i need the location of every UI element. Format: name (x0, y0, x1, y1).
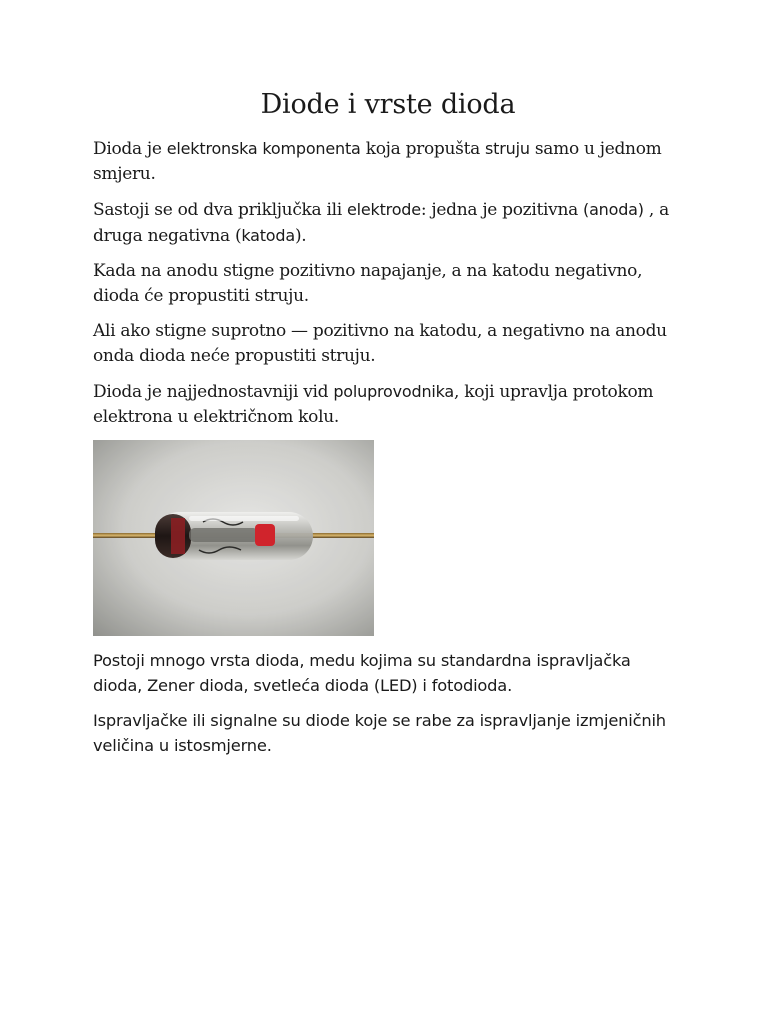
term-zener-diode: Zener dioda (147, 676, 244, 695)
text-run: : jedna je pozitivna (420, 200, 584, 220)
text-run: ). (294, 226, 307, 246)
term-cathode: katoda (241, 226, 295, 245)
term-semiconductor: poluprovodnika (333, 382, 455, 401)
text-run: . (507, 676, 513, 695)
term-current: struju (485, 139, 530, 158)
diode-photo (93, 440, 374, 636)
term-electronic-component: elektronska komponenta (166, 139, 361, 158)
document-page (93, 88, 683, 768)
paragraph-definition (93, 136, 683, 187)
text-run: , (243, 676, 254, 695)
term-led: svetleća dioda (253, 676, 369, 695)
text-run: , (137, 676, 148, 695)
text-run: Sastoji se od dva priključka ili (93, 200, 347, 220)
paragraph-forward-bias: Kada na anodu stigne pozitivno napajanje, a na katodu negativno, dioda će propustiti struju. (93, 261, 643, 306)
paragraph-reverse-bias: Ali ako stigne suprotno — pozitivno na katodu, a negativno na anodu onda dioda neće propustiti struju. (93, 321, 667, 366)
text-run: Postoji mnogo vrsta dioda, medu kojima su standardna (93, 651, 537, 670)
text-run: , koji upravlja protokom elektrona u električnom kolu. (93, 382, 654, 427)
term-anode: (anoda) (583, 200, 644, 219)
paragraph-electrodes (93, 197, 683, 249)
term-electrodes: elektrode (347, 200, 421, 219)
term-rectifier-diode: ispravljačka dioda (93, 651, 631, 695)
text-run: Dioda je najjednostavniji vid (93, 382, 334, 402)
document-title: Diode i vrste dioda (260, 89, 516, 120)
paragraph-diode-types (93, 648, 683, 698)
text-run: samo u jednom smjeru. (93, 139, 662, 184)
text-run: , a druga negativna ( (93, 200, 669, 246)
text-run: (LED) i (368, 676, 432, 695)
text-run: Dioda je (93, 139, 167, 159)
text-run: koja propušta (360, 139, 486, 159)
paragraph-rectifier: Ispravljačke ili signalne su diode koje se rabe za ispravljanje izmjeničnih veličina u istosmjerne. (93, 711, 666, 755)
paragraph-semiconductor (93, 379, 683, 430)
term-photodiode: fotodioda (431, 676, 508, 695)
